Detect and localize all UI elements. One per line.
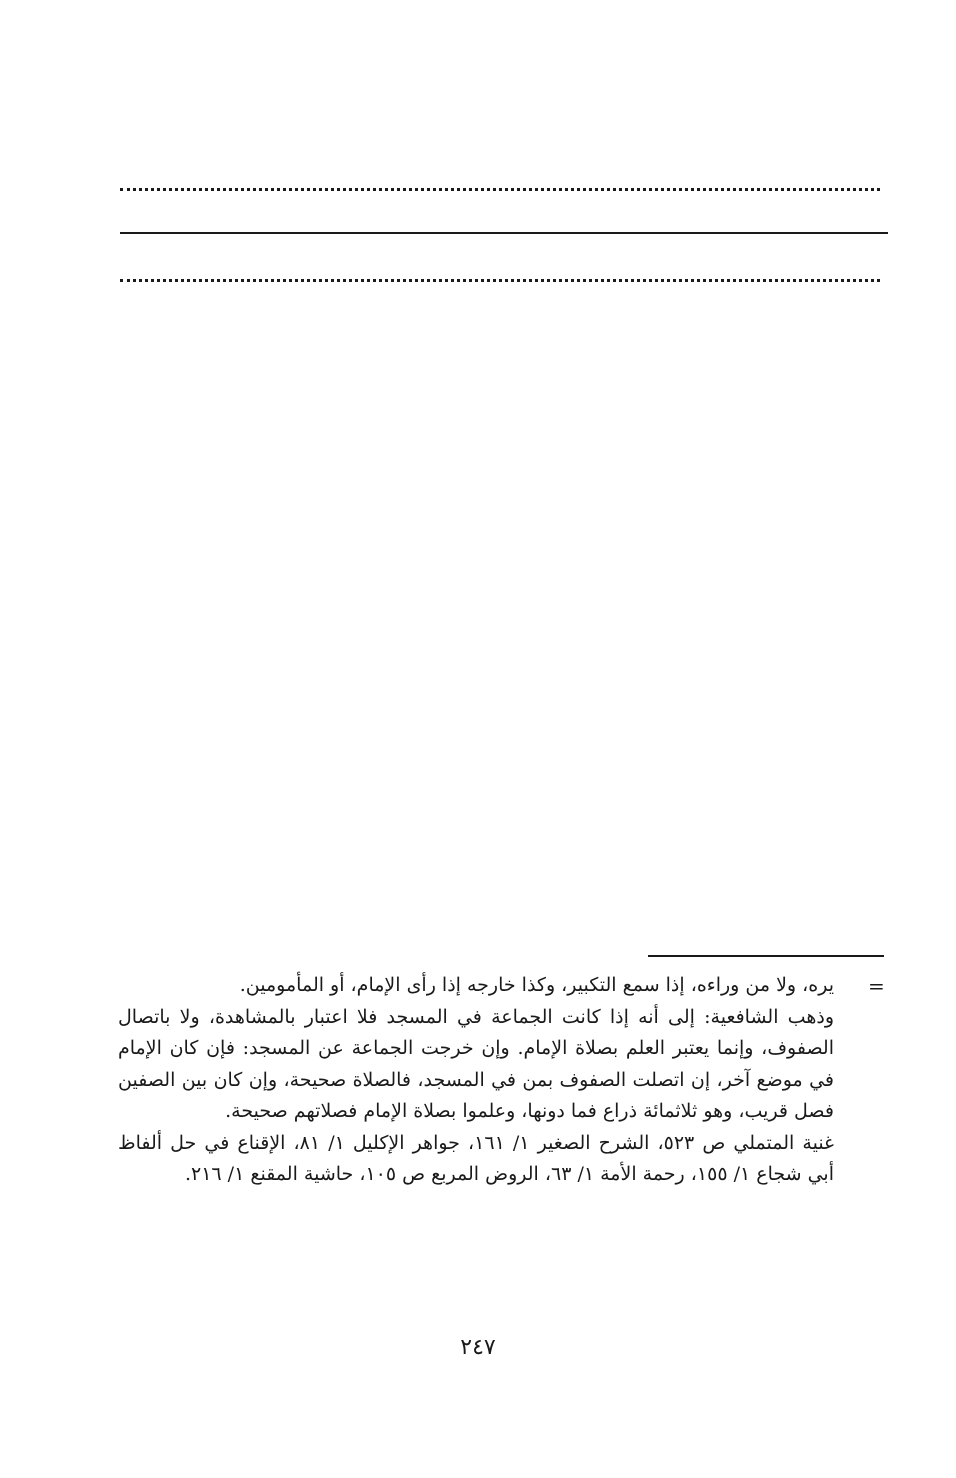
horizontal-rule: [120, 232, 888, 234]
dotted-separator-top: [120, 188, 880, 191]
footnote-references: غنية المتملي ص ٥٢٣، الشرح الصغير ١/ ١٦١، جواهر الإكليل ١/ ٨١، الإقناع في حل ألفاظ أبي شجاع ١/ ١٥٥، رحمة الأمة ١/ ٦٣، الروض المربع ص ١٠٥، حاشية المقنع ١/ ٢١٦.: [118, 1131, 834, 1185]
dotted-separator-bottom: [120, 279, 880, 282]
footnote-continuation-mark: =: [868, 974, 885, 998]
page-number: ٢٤٧: [460, 1335, 496, 1360]
footnote-block: [118, 970, 834, 1191]
footnote-separator: [648, 955, 884, 957]
footnote-paragraph: يره، ولا من وراءه، إذا سمع التكبير، وكذا خارجه إذا رأى الإمام، أو المأمومين.: [239, 974, 834, 996]
footnote-paragraph: وذهب الشافعية: إلى أنه إذا كانت الجماعة في المسجد فلا اعتبار بالمشاهدة، ولا باتصال الصفوف، وإنما يعتبر العلم بصلاة الإمام. وإن خرجت الجماعة عن المسجد: فإن كان الإمام في موضع آخر، إن اتصلت الصفوف بمن في المسجد، فالصلاة صحيحة، وإن كان بين الصفين فصل قريب، وهو ثلاثمائة ذراع فما دونها، وعلموا بصلاة الإمام فصلاتهم صحيحة.: [118, 1005, 834, 1122]
